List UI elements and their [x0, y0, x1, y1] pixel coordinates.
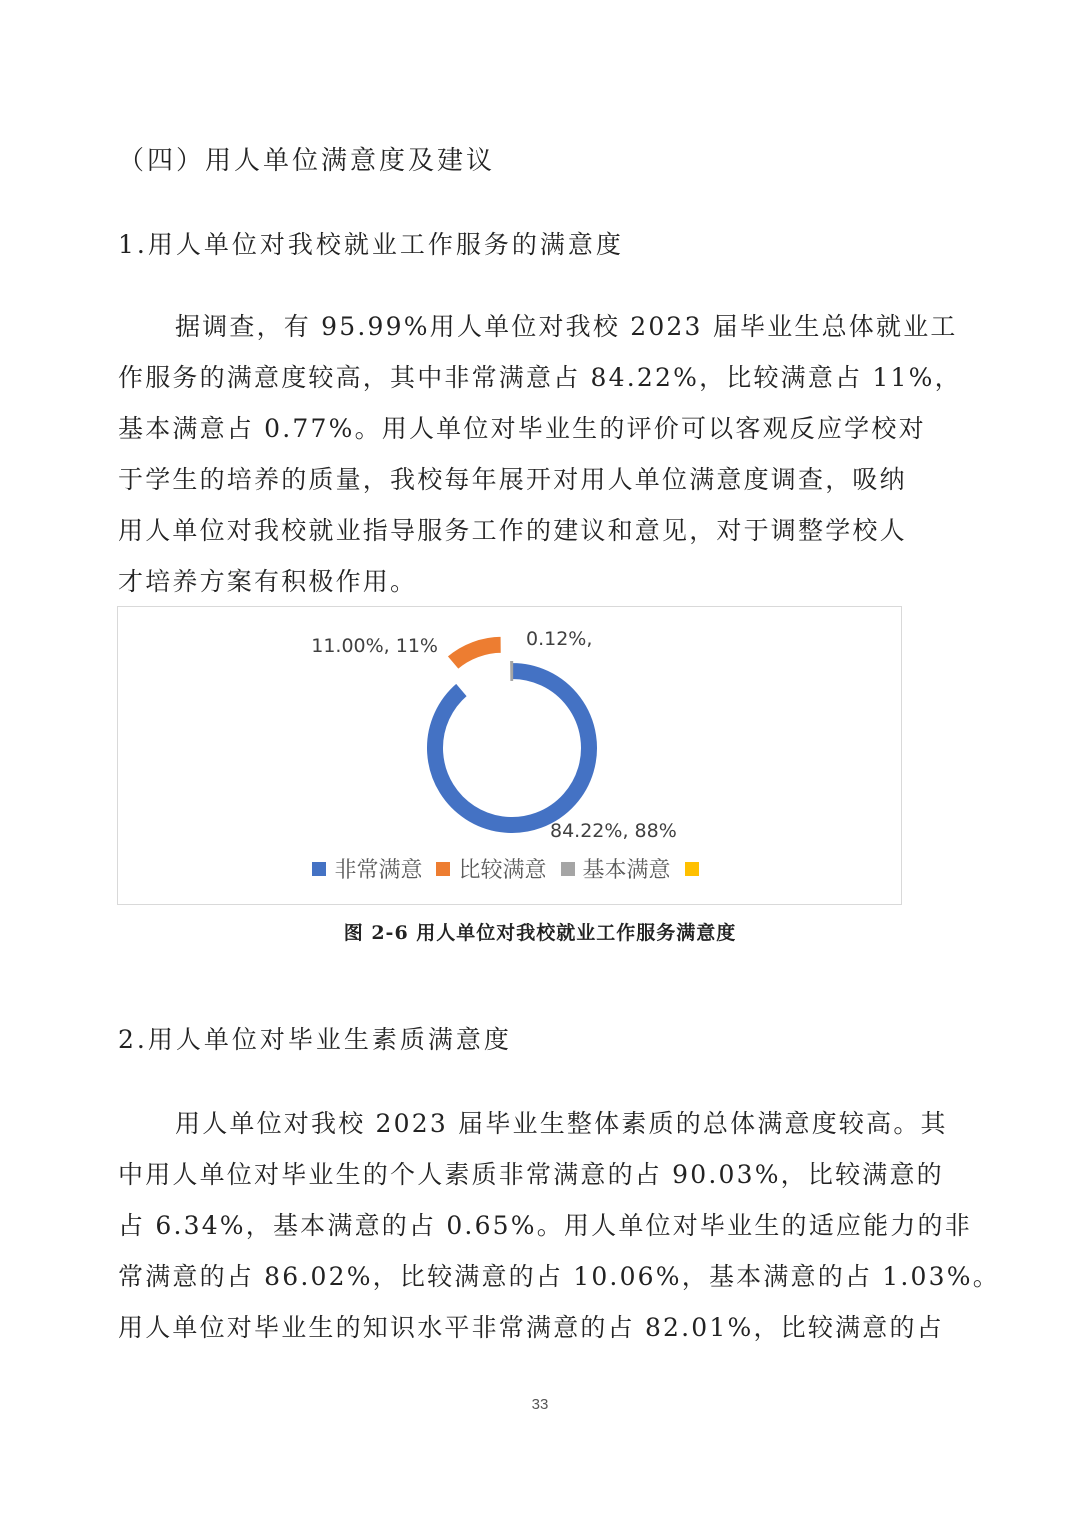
legend-item-3: [561, 853, 671, 884]
paragraph-line: 中用人单位对毕业生的个人素质非常满意的占 90.03%，比较满意的: [118, 1160, 944, 1189]
figure-caption: 图 2-6 用人单位对我校就业工作服务满意度: [343, 922, 737, 944]
legend-swatch-icon: [685, 862, 699, 876]
legend-swatch-icon: [312, 862, 326, 876]
donut-chart: [117, 606, 902, 905]
subsection-heading-2: 2.用人单位对毕业生素质满意度: [118, 1025, 512, 1054]
legend-label: 非常满意: [334, 858, 423, 883]
paragraph-line: 用人单位对我校 2023 届毕业生整体素质的总体满意度较高。其: [175, 1109, 948, 1138]
data-label-1: 84.22%, 88%: [550, 820, 677, 842]
donut-slice-1: [426, 662, 598, 834]
legend-label: 比较满意: [458, 858, 547, 883]
donut-slice-2: [447, 636, 502, 670]
page-number: 33: [531, 1396, 549, 1413]
paragraph-line: 据调查，有 95.99%用人单位对我校 2023 届毕业生总体就业工: [175, 312, 958, 341]
data-label-2: 11.00%, 11%: [311, 635, 438, 657]
subsection-heading-1: 1.用人单位对我校就业工作服务的满意度: [118, 230, 624, 259]
paragraph-line: 用人单位对毕业生的知识水平非常满意的占 82.01%，比较满意的占: [118, 1313, 944, 1342]
legend-item-2: [436, 853, 546, 884]
section-heading: （四）用人单位满意度及建议: [118, 146, 496, 176]
legend-item-1: [312, 853, 422, 884]
data-label-3: 0.12%,: [526, 628, 593, 650]
chart-legend: [118, 853, 901, 884]
legend-label: 基本满意: [582, 858, 671, 883]
paragraph-line: 于学生的培养的质量，我校每年展开对用人单位满意度调查，吸纳: [118, 465, 907, 494]
paragraph-2: [118, 1098, 1000, 1353]
paragraph-line: 用人单位对我校就业指导服务工作的建议和意见，对于调整学校人: [118, 516, 907, 545]
paragraph-line: 基本满意占 0.77%。用人单位对毕业生的评价可以客观反应学校对: [118, 414, 926, 443]
paragraph-line: 才培养方案有积极作用。: [118, 567, 418, 596]
paragraph-line: 常满意的占 86.02%，比较满意的占 10.06%，基本满意的占 1.03%。: [118, 1262, 1000, 1291]
paragraph-line: 作服务的满意度较高，其中非常满意占 84.22%，比较满意占 11%，: [118, 363, 962, 392]
legend-swatch-icon: [436, 862, 450, 876]
donut-slice-3: [511, 662, 512, 680]
paragraph-line: 占 6.34%，基本满意的占 0.65%。用人单位对毕业生的适应能力的非: [118, 1211, 972, 1240]
legend-swatch-icon: [561, 862, 575, 876]
legend-item-4: [685, 853, 707, 884]
paragraph-1: [118, 301, 963, 607]
